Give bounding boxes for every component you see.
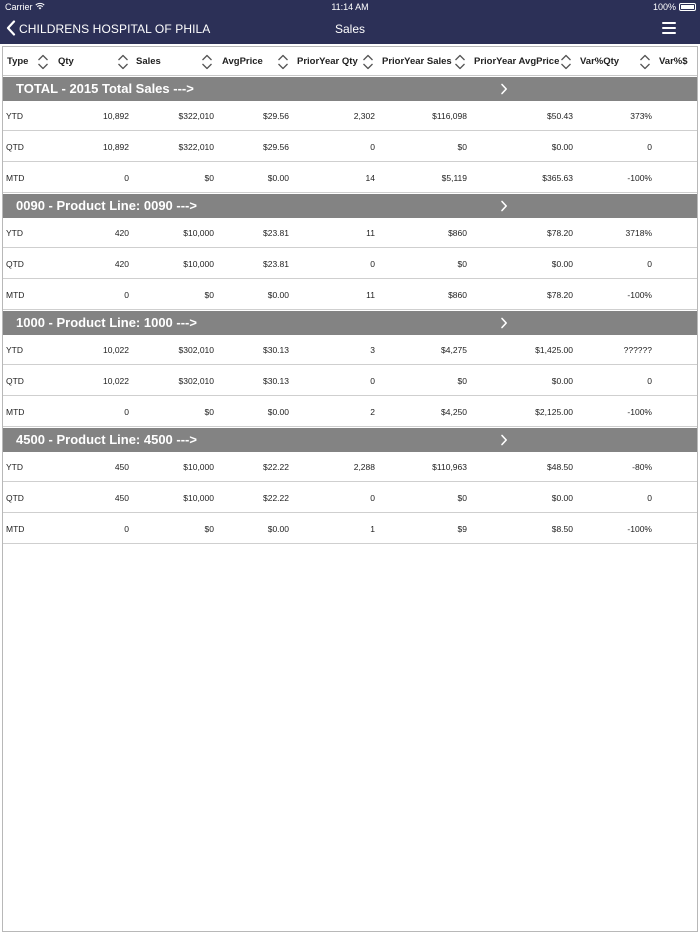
sales-table <box>2 46 698 932</box>
cell-prior-year-qty: 14 <box>365 173 375 183</box>
table-row <box>3 514 698 544</box>
cell-prior-year-avg-price: $50.43 <box>547 111 573 121</box>
cell-qty: 0 <box>124 407 129 417</box>
cell-prior-year-qty: 11 <box>366 228 375 238</box>
cell-sales: $302,010 <box>178 376 214 386</box>
cell-type: QTD <box>6 376 24 386</box>
cell-prior-year-sales: $5,119 <box>441 173 467 183</box>
cell-prior-year-avg-price: $2,125.00 <box>535 407 573 417</box>
cell-prior-year-sales: $4,275 <box>441 345 467 355</box>
cell-type: QTD <box>6 142 24 152</box>
group-title: 1000 - Product Line: 1000 ---> <box>16 315 197 330</box>
group-title: TOTAL - 2015 Total Sales ---> <box>16 81 194 96</box>
cell-var-pct-qty: 373% <box>630 111 652 121</box>
cell-avg-price: $0.00 <box>267 407 289 417</box>
cell-prior-year-sales: $110,963 <box>432 462 467 472</box>
column-header-prioryear-qty[interactable]: PriorYear Qty <box>297 56 358 67</box>
table-row <box>3 397 698 427</box>
chevron-right-icon[interactable] <box>500 428 508 452</box>
column-header-var-qty[interactable]: Var%Qty <box>580 56 620 67</box>
group-header-row[interactable] <box>3 311 698 335</box>
page-title: Sales <box>334 22 366 36</box>
cell-avg-price: $22.22 <box>263 493 289 503</box>
cell-prior-year-avg-price: $48.50 <box>547 462 573 472</box>
chevron-right-icon[interactable] <box>500 194 508 218</box>
cell-type: YTD <box>6 462 23 472</box>
cell-var-pct-qty: 0 <box>647 376 652 386</box>
cell-prior-year-avg-price: $0.00 <box>551 259 573 269</box>
cell-avg-price: $30.13 <box>263 345 289 355</box>
group-title: 4500 - Product Line: 4500 ---> <box>16 432 197 447</box>
cell-prior-year-avg-price: $8.50 <box>551 524 573 534</box>
cell-sales: $10,000 <box>183 228 214 238</box>
cell-qty: 10,892 <box>103 111 129 121</box>
cell-type: QTD <box>6 259 24 269</box>
cell-prior-year-sales: $0 <box>457 376 467 386</box>
column-header-avgprice[interactable]: AvgPrice <box>222 56 263 67</box>
cell-qty: 10,022 <box>103 376 129 386</box>
back-button-label: CHILDRENS HOSPITAL OF PHILA <box>19 22 211 36</box>
table-row <box>3 218 698 248</box>
cell-prior-year-sales: $860 <box>448 290 467 300</box>
table-row <box>3 366 698 396</box>
cell-prior-year-qty: 3 <box>370 345 375 355</box>
cell-prior-year-avg-price: $78.20 <box>547 228 573 238</box>
cell-prior-year-qty: 0 <box>370 493 375 503</box>
cell-prior-year-avg-price: $1,425.00 <box>535 345 573 355</box>
cell-avg-price: $0.00 <box>267 524 289 534</box>
cell-type: MTD <box>6 173 25 183</box>
sort-up-down-icon[interactable] <box>201 54 213 70</box>
back-button[interactable] <box>6 14 210 44</box>
column-header-prioryear-avgprice[interactable]: PriorYear AvgPrice <box>474 56 560 67</box>
column-header-type[interactable]: Type <box>7 56 29 67</box>
hamburger-menu-icon[interactable] <box>662 22 676 36</box>
table-row <box>3 163 698 193</box>
column-header-qty[interactable]: Qty <box>58 56 74 67</box>
sort-up-down-icon[interactable] <box>362 54 374 70</box>
battery-percentage: 100% <box>652 2 676 12</box>
group-header-row[interactable] <box>3 77 698 101</box>
cell-sales: $322,010 <box>178 142 214 152</box>
cell-var-pct-qty: 0 <box>647 493 652 503</box>
cell-qty: 0 <box>124 290 129 300</box>
clock: 11:14 AM <box>331 2 369 12</box>
cell-prior-year-qty: 2 <box>370 407 375 417</box>
cell-avg-price: $0.00 <box>267 173 289 183</box>
cell-prior-year-avg-price: $0.00 <box>551 142 573 152</box>
table-row <box>3 101 698 131</box>
cell-avg-price: $29.56 <box>263 142 289 152</box>
carrier-label: Carrier <box>5 2 33 12</box>
cell-qty: 450 <box>114 493 129 503</box>
group-header-row[interactable] <box>3 428 698 452</box>
cell-prior-year-qty: 2,288 <box>353 462 375 472</box>
sort-up-down-icon[interactable] <box>277 54 289 70</box>
cell-sales: $302,010 <box>178 345 214 355</box>
cell-type: MTD <box>6 524 25 534</box>
cell-var-pct-qty: 0 <box>647 142 652 152</box>
navigation-bar <box>0 14 700 44</box>
cell-avg-price: $0.00 <box>267 290 289 300</box>
cell-sales: $0 <box>204 524 214 534</box>
table-row <box>3 249 698 279</box>
column-header-sales[interactable]: Sales <box>136 56 161 67</box>
cell-prior-year-avg-price: $78.20 <box>547 290 573 300</box>
cell-sales: $10,000 <box>183 259 214 269</box>
cell-qty: 0 <box>124 173 129 183</box>
cell-type: YTD <box>6 345 23 355</box>
cell-prior-year-avg-price: $0.00 <box>551 376 573 386</box>
battery-icon <box>679 3 696 11</box>
cell-prior-year-avg-price: $0.00 <box>551 493 573 503</box>
cell-sales: $0 <box>204 407 214 417</box>
cell-prior-year-sales: $9 <box>457 524 467 534</box>
cell-avg-price: $22.22 <box>263 462 289 472</box>
table-row <box>3 280 698 310</box>
cell-prior-year-qty: 2,302 <box>353 111 375 121</box>
cell-sales: $10,000 <box>183 462 214 472</box>
group-title: 0090 - Product Line: 0090 ---> <box>16 198 197 213</box>
cell-var-pct-qty: 0 <box>647 259 652 269</box>
cell-avg-price: $30.13 <box>263 376 289 386</box>
cell-prior-year-qty: 0 <box>370 142 375 152</box>
sort-up-down-icon[interactable] <box>117 54 129 70</box>
sort-up-down-icon[interactable] <box>454 54 466 70</box>
cell-sales: $322,010 <box>178 111 214 121</box>
cell-prior-year-sales: $4,250 <box>441 407 467 417</box>
table-row <box>3 452 698 482</box>
cell-qty: 10,892 <box>103 142 129 152</box>
column-header-prioryear-sales[interactable]: PriorYear Sales <box>382 56 452 67</box>
cell-prior-year-sales: $0 <box>457 142 467 152</box>
cell-var-pct-qty: -100% <box>627 407 652 417</box>
cell-type: MTD <box>6 407 25 417</box>
cell-type: QTD <box>6 493 24 503</box>
cell-var-pct-qty: -100% <box>627 524 652 534</box>
cell-type: YTD <box>6 111 23 121</box>
cell-prior-year-qty: 0 <box>370 376 375 386</box>
table-header <box>3 47 698 76</box>
table-row <box>3 132 698 162</box>
cell-prior-year-qty: 0 <box>370 259 375 269</box>
cell-prior-year-sales: $0 <box>457 259 467 269</box>
cell-var-pct-qty: -80% <box>632 462 652 472</box>
cell-prior-year-sales: $860 <box>448 228 467 238</box>
cell-qty: 450 <box>114 462 129 472</box>
cell-var-pct-qty: -100% <box>627 173 652 183</box>
cell-var-pct-qty: -100% <box>627 290 652 300</box>
table-row <box>3 335 698 365</box>
cell-qty: 0 <box>124 524 129 534</box>
chevron-right-icon[interactable] <box>500 77 508 101</box>
status-bar <box>0 0 700 14</box>
cell-var-pct-qty: 3718% <box>625 228 652 238</box>
cell-prior-year-qty: 1 <box>370 524 375 534</box>
cell-prior-year-qty: 11 <box>366 290 375 300</box>
cell-avg-price: $29.56 <box>263 111 289 121</box>
table-row <box>3 483 698 513</box>
cell-qty: 420 <box>114 228 129 238</box>
cell-type: YTD <box>6 228 23 238</box>
sort-up-down-icon[interactable] <box>560 54 572 70</box>
cell-type: MTD <box>6 290 25 300</box>
cell-avg-price: $23.81 <box>263 259 289 269</box>
cell-var-pct-qty: ?????? <box>623 345 652 355</box>
cell-qty: 420 <box>114 259 129 269</box>
sort-up-down-icon[interactable] <box>37 54 49 70</box>
cell-prior-year-sales: $0 <box>457 493 467 503</box>
group-header-row[interactable] <box>3 194 698 218</box>
column-header-var-[interactable]: Var%$ <box>659 56 688 67</box>
chevron-right-icon[interactable] <box>500 311 508 335</box>
chevron-left-icon <box>6 20 16 39</box>
sort-up-down-icon[interactable] <box>639 54 651 70</box>
cell-sales: $10,000 <box>183 493 214 503</box>
cell-prior-year-avg-price: $365.63 <box>542 173 573 183</box>
cell-sales: $0 <box>204 290 214 300</box>
cell-sales: $0 <box>204 173 214 183</box>
cell-qty: 10,022 <box>103 345 129 355</box>
cell-avg-price: $23.81 <box>263 228 289 238</box>
cell-prior-year-sales: $116,098 <box>432 111 467 121</box>
